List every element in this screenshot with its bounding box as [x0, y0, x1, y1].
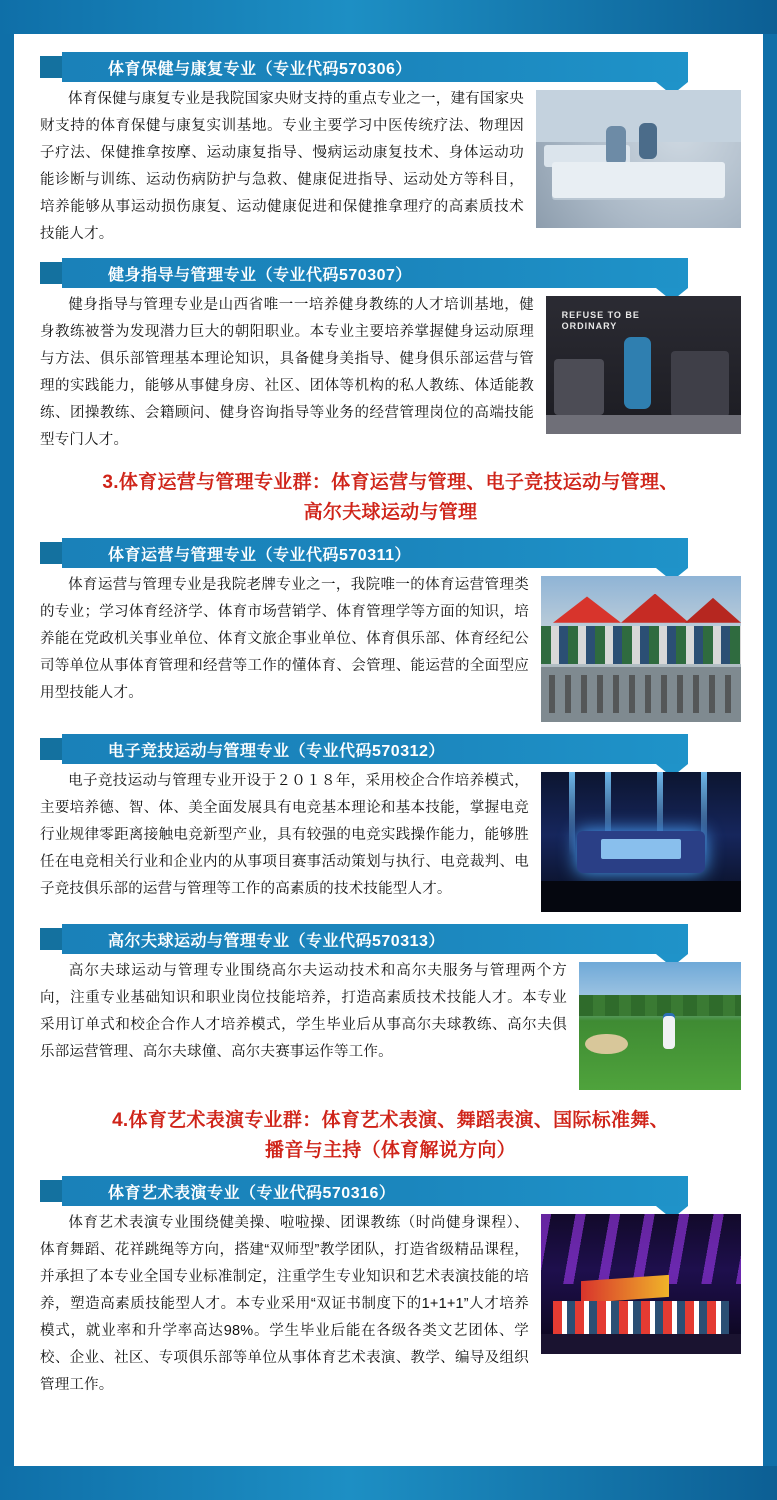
- paragraph-content: 体育保健与康复专业是我院国家央财支持的重点专业之一，建有国家央财支持的体育保健与康复实训基地。专业主要学习中医传统疗法、物理因子疗法、保健推拿按摩、运动康复指导、慢病运动康复技术、身体运动功能诊断与训练、运动伤病防护与急救、健康促进指导、运动处方等科目，培养能够从事运动损伤康复、运动健康促进和保健推拿理疗的高素质技术技能人才。: [40, 91, 524, 242]
- section-banner-golf: [62, 924, 688, 954]
- banner-left-block: [40, 1180, 62, 1202]
- stage-performance-photo: [541, 1214, 741, 1354]
- banner-left-block: [40, 262, 62, 284]
- section-banner-esports: [62, 734, 688, 764]
- photo-detail: [671, 351, 730, 417]
- cycling-event-photo: [541, 576, 741, 722]
- photo-detail: [585, 1034, 627, 1054]
- group-title-line-2: 播音与主持（体育解说方向）: [265, 1140, 516, 1161]
- section-body-fitness-guidance: [40, 292, 741, 454]
- banner-left-block: [40, 738, 62, 760]
- banner-label: 健身指导与管理专业（专业代码570307）: [108, 266, 412, 284]
- section-body-sports-health-rehab: [40, 86, 741, 248]
- photo-detail: [552, 162, 724, 198]
- photo-detail: [554, 359, 605, 414]
- group-title-line-1: 体育运营与管理专业群：体育运营与管理、电子竞技运动与管理、: [118, 472, 679, 493]
- banner-label: 高尔夫球运动与管理专业（专业代码570313）: [108, 932, 445, 950]
- photo-detail: [541, 1214, 741, 1284]
- photo-detail: [601, 839, 681, 859]
- rehabilitation-training-room-photo: [536, 90, 741, 228]
- section-banner-sports-art-performance: [62, 1176, 688, 1206]
- golf-course-photo: [579, 962, 741, 1090]
- fitness-gym-photo: [546, 296, 741, 434]
- group-title-line-1: 体育艺术表演专业群：体育艺术表演、舞蹈表演、国际标准舞、: [128, 1110, 669, 1131]
- banner-label: 体育运营与管理专业（专业代码570311）: [108, 546, 412, 564]
- banner-left-block: [40, 928, 62, 950]
- banner-left-block: [40, 56, 62, 78]
- paragraph-content: 健身指导与管理专业是山西省唯一一培养健身教练的人才培训基地，健身教练被誉为发现潜力巨大的朝阳职业。本专业主要培养掌握健身运动原理与方法、俱乐部管理基本理论知识，具备健身美指导、健身俱乐部运营与管理的实践能力，能够从事健身房、社区、团体等机构的私人教练、体适能教练、团操教练、会籍顾问、健身咨询指导等业务的经营管理岗位的高端技能型专门人才。: [40, 297, 534, 448]
- photo-detail: [581, 1275, 669, 1304]
- bottom-decorative-bar: [0, 1466, 777, 1500]
- esports-arena-photo: [541, 772, 741, 912]
- photo-detail: [549, 675, 733, 713]
- page-content: [14, 34, 763, 1466]
- photo-detail: [569, 772, 575, 856]
- section-body-golf: [40, 958, 741, 1092]
- section-body-sports-operation: [40, 572, 741, 724]
- photo-detail: [541, 626, 741, 664]
- photo-detail: [624, 337, 651, 409]
- photo-detail: [639, 123, 657, 159]
- photo-detail: [621, 594, 689, 623]
- photo-detail: [685, 598, 741, 623]
- top-decorative-bar: [0, 0, 777, 34]
- right-decorative-bar: [763, 34, 777, 1466]
- photo-detail: [541, 1334, 741, 1354]
- group-title-line-2: 高尔夫球运动与管理: [303, 502, 478, 523]
- banner-label: 体育艺术表演专业（专业代码570316）: [108, 1184, 396, 1202]
- paragraph-content: 高尔夫球运动与管理专业围绕高尔夫运动技术和高尔夫服务与管理两个方向，注重专业基础知识和职业岗位技能培养，打造高素质技术技能人才。本专业采用订单式和校企合作人才培养模式，学生毕业后从事高尔夫球教练、高尔夫俱乐部运营管理、高尔夫球僮、高尔夫赛事运作等工作。: [40, 963, 567, 1060]
- group-title-4: [40, 1106, 741, 1166]
- banner-left-block: [40, 542, 62, 564]
- paragraph-content: 电子竞技运动与管理专业开设于２０１８年，采用校企合作培养模式，主要培养德、智、体、美全面发展具有电竞基本理论和基本技能，掌握电竞行业规律零距离接触电竞新型产业，具有较强的电竞实践操作能力，能够胜任在电竞相关行业和企业内的从事项目赛事活动策划与执行、电竞裁判、电子竞技俱乐部的运营与管理等工作的高素质的技术技能型人才。: [40, 773, 529, 897]
- section-banner-fitness-guidance: [62, 258, 688, 288]
- photo-detail: [541, 881, 741, 912]
- left-decorative-bar: [0, 34, 14, 1466]
- section-banner-sports-operation: [62, 538, 688, 568]
- photo-detail: [553, 596, 621, 622]
- photo-detail: REFUSE TO BE ORDINARY: [561, 309, 640, 331]
- section-body-sports-art-performance: [40, 1210, 741, 1399]
- group-number: 3.: [102, 472, 119, 493]
- group-title-3: [40, 468, 741, 528]
- photo-detail: [663, 1016, 674, 1049]
- group-number: 4.: [112, 1110, 129, 1131]
- photo-detail: [579, 995, 741, 1015]
- photo-detail: [546, 415, 741, 434]
- photo-detail: [553, 1301, 729, 1335]
- section-body-esports: [40, 768, 741, 914]
- photo-detail: [606, 126, 627, 165]
- banner-label: 电子竞技运动与管理专业（专业代码570312）: [108, 742, 445, 760]
- paragraph-content: 体育艺术表演专业围绕健美操、啦啦操、团课教练（时尚健身课程）、体育舞蹈、花祥跳绳等方向，搭建“双师型”教学团队，打造省级精品课程，并承担了本专业全国专业标准制定，注重学生专业知识和艺术表演技能的培养，塑造高素质技能型人才。本专业采用“双证书制度下的1+1+1”人才培养模式，就业率和升学率高达98%。学生毕业后能在各级各类文艺团体、学校、企业、社区、专项俱乐部等单位从事体育艺术表演、教学、编导及组织管理工作。: [40, 1215, 529, 1393]
- banner-label: 体育保健与康复专业（专业代码570306）: [108, 60, 412, 78]
- section-banner-sports-health-rehab: [62, 52, 688, 82]
- paragraph-content: 体育运营与管理专业是我院老牌专业之一，我院唯一的体育运营管理类的专业；学习体育经济学、体育市场营销学、体育管理学等方面的知识，培养能在党政机关事业单位、体育文旅企事业单位、体育俱乐部、体育经纪公司等单位从事体育管理和经营等工作的懂体育、会管理、能运营的全面型应用型技能人才。: [40, 577, 529, 701]
